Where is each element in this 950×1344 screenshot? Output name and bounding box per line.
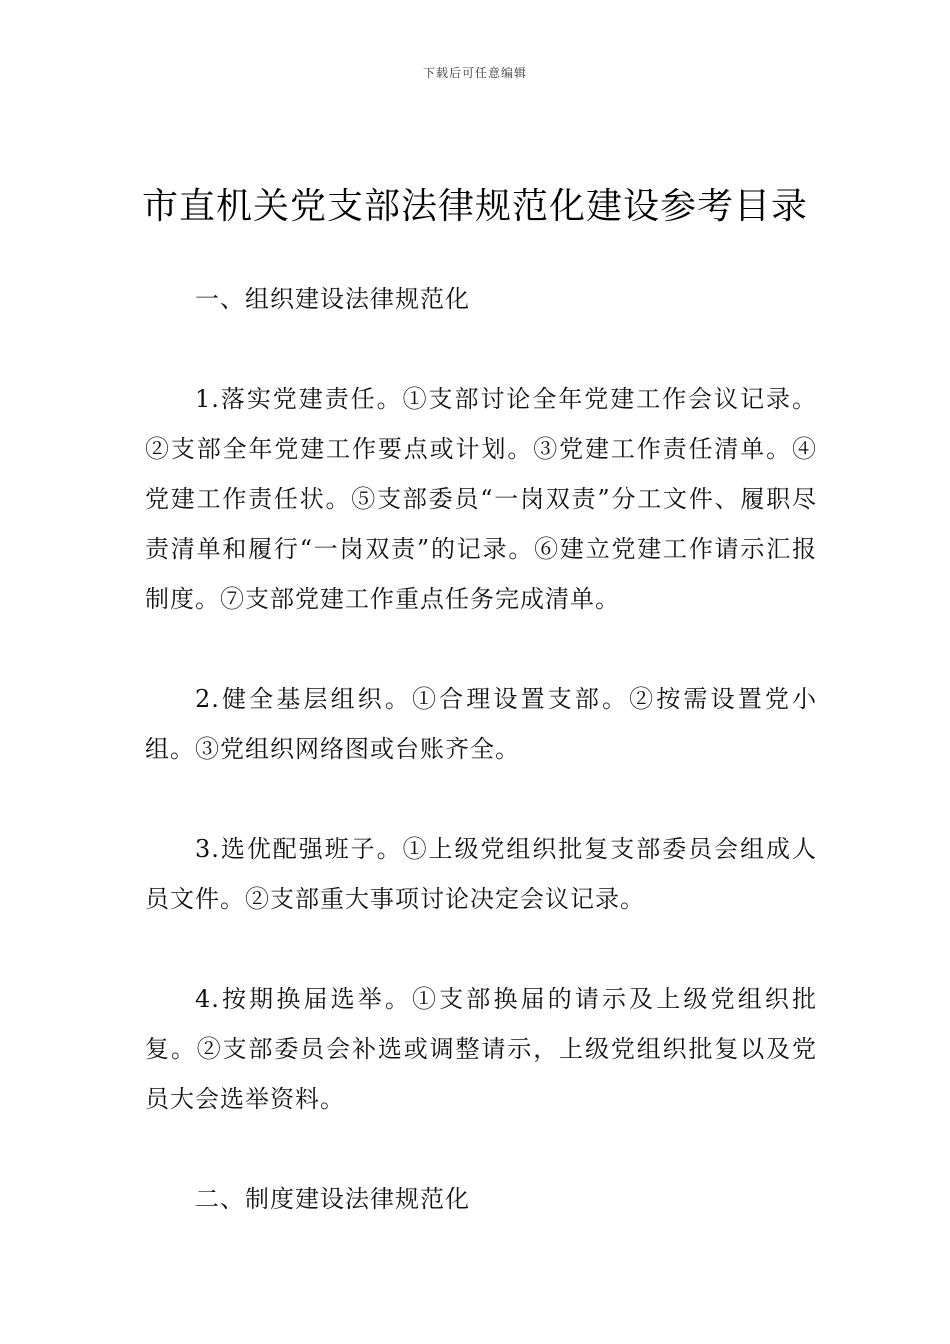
section-heading-2: 二、制度建设法律规范化 <box>195 1185 470 1213</box>
paragraph-item-2: 2.健全基层组织。①合理设置支部。②按需设置党小组。③党组织网络图或台账齐全。 <box>145 685 817 763</box>
section-heading-1: 一、组织建设法律规范化 <box>195 285 470 313</box>
document-body <box>145 274 817 1274</box>
header-note: 下载后可任意编辑 <box>422 66 527 80</box>
paragraph-item-3: 3.选优配强班子。①上级党组织批复支部委员会组成人员文件。②支部重大事项讨论决定会议记录。 <box>145 835 817 913</box>
paragraph-item-1: 1.落实党建责任。①支部讨论全年党建工作会议记录。②支部全年党建工作要点或计划。③党建工作责任清单。④党建工作责任状。⑤支部委员“一岗双责”分工文件、履职尽责清单和履行“一岗双责”的记录。⑥建立党建工作请示汇报制度。⑦支部党建工作重点任务完成清单。 <box>145 385 817 613</box>
paragraph-item-4: 4.按期换届选举。①支部换届的请示及上级党组织批复。②支部委员会补选或调整请示，上级党组织批复以及党员大会选举资料。 <box>145 985 817 1113</box>
document-title: 市直机关党支部法律规范化建设参考目录 <box>141 186 808 227</box>
